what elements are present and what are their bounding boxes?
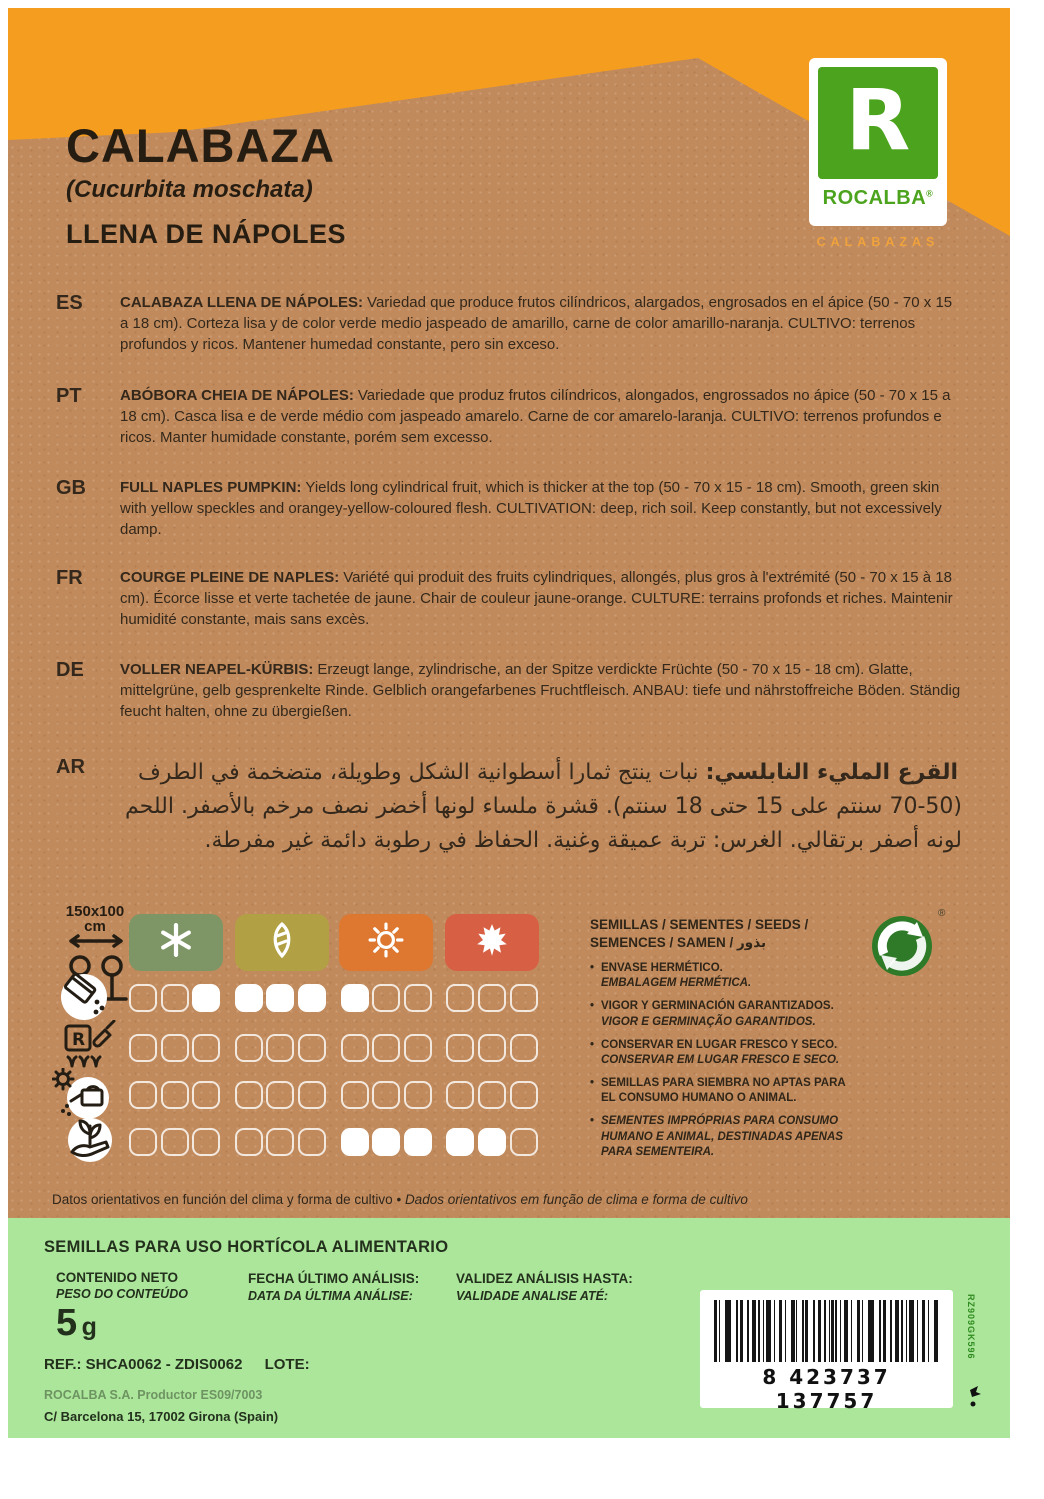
calendar-cell-harvest-10 bbox=[446, 1128, 474, 1156]
calendar-cell-harvest-6 bbox=[298, 1128, 326, 1156]
net-content-value: 5 g bbox=[56, 1302, 97, 1344]
seeds-info bbox=[590, 916, 858, 1168]
calendar-cell-sowing-7 bbox=[341, 984, 369, 1012]
description-fr bbox=[56, 567, 962, 630]
sun-icon bbox=[368, 922, 404, 963]
lang-label-ar: AR bbox=[56, 756, 85, 778]
description-text: COURGE PLEINE DE NAPLES: Variété qui produit des fruits cylindriques, allongés, plus gros à l'extrémité (50 - 70 x 15 à 18 cm). Écorce lisse et verte tachetée de jaune. Chair de couleur jaune-orange. CULTURE: terrains profonds et riches. Maintenir humidité constante, mais sans excès. bbox=[120, 569, 953, 628]
calendar-cell-harvest-11 bbox=[478, 1128, 506, 1156]
lang-label-de: DE bbox=[56, 659, 84, 681]
brand-category: CALABAZAS bbox=[816, 235, 940, 249]
description-de bbox=[56, 659, 962, 722]
variety-name: LLENA DE NÁPOLES bbox=[66, 219, 347, 249]
seed-packet-back bbox=[8, 8, 1010, 1438]
list-item: • VIGOR Y GERMINACIÓN GARANTIZADOS. VIGOR E GERMINAÇÃO GARANTIDOS. bbox=[590, 999, 858, 1029]
calendar-cell-transplant-6 bbox=[298, 1034, 326, 1062]
calendar-row-care bbox=[129, 1081, 541, 1109]
barcode bbox=[700, 1290, 953, 1413]
calendar-cell-harvest-5 bbox=[266, 1128, 294, 1156]
calendar-cell-care-6 bbox=[298, 1081, 326, 1109]
calendar-cell-sowing-3 bbox=[192, 984, 220, 1012]
barcode-bars bbox=[714, 1300, 939, 1362]
calendar-cell-harvest-7 bbox=[341, 1128, 369, 1156]
calendar-cell-care-2 bbox=[161, 1081, 189, 1109]
description-es bbox=[56, 292, 962, 355]
title-block bbox=[66, 119, 347, 250]
list-item: • SEMENTES IMPRÓPRIAS PARA CONSUMO HUMANO E ANIMAL, DESTINADAS APENAS PARA SEMENTEIRA. bbox=[590, 1114, 858, 1160]
description-text: CALABAZA LLENA DE NÁPOLES: Variedad que produce frutos cilíndricos, alargados, engrosados en el ápice (50 - 70 x 15 a 18 cm). Corteza lisa y de color verde medio jaspeado de amarillo, carne de color amarillo-naranja. CULTIVO: terrenos profundos y ricos. Mantener humedad constante, pero sin exceso. bbox=[120, 294, 953, 353]
maple-leaf-icon bbox=[474, 922, 510, 963]
calendar-cell-care-1 bbox=[129, 1081, 157, 1109]
seeds-info-list bbox=[590, 961, 858, 1160]
calendar-cell-sowing-8 bbox=[372, 984, 400, 1012]
calendar-cell-harvest-8 bbox=[372, 1128, 400, 1156]
season-summer-badge bbox=[339, 914, 433, 971]
list-item: • ENVASE HERMÉTICO. EMBALAGEM HERMÉTICA. bbox=[590, 961, 858, 991]
brand-initial: R bbox=[845, 71, 911, 169]
lang-label-es: ES bbox=[56, 292, 83, 314]
calendar-cell-care-5 bbox=[266, 1081, 294, 1109]
calendar-cell-sowing-1 bbox=[129, 984, 157, 1012]
seeds-info-header: SEMILLAS / SEMENTES / SEEDS / SEMENCES / SAMEN / بذور bbox=[590, 917, 809, 950]
calendar-cell-care-4 bbox=[235, 1081, 263, 1109]
calendar-cell-sowing-4 bbox=[235, 984, 263, 1012]
calendar-row-transplant bbox=[129, 1034, 541, 1062]
calendar-row-sowing bbox=[129, 984, 541, 1012]
description-gb bbox=[56, 477, 962, 540]
address-line: C/ Barcelona 15, 17002 Girona (Spain) bbox=[44, 1409, 279, 1424]
calendar-cell-transplant-1 bbox=[129, 1034, 157, 1062]
calendar-cell-care-12 bbox=[510, 1081, 538, 1109]
calendar-cell-transplant-4 bbox=[235, 1034, 263, 1062]
calendar-cell-harvest-9 bbox=[404, 1128, 432, 1156]
latin-name: (Cucurbita moschata) bbox=[66, 176, 313, 203]
calendar-cell-transplant-10 bbox=[446, 1034, 474, 1062]
calendar-cell-harvest-1 bbox=[129, 1128, 157, 1156]
print-mark-icon bbox=[968, 1384, 982, 1415]
brand-logo-mark bbox=[818, 67, 938, 179]
calendar-cell-sowing-11 bbox=[478, 984, 506, 1012]
calendar-cell-transplant-9 bbox=[404, 1034, 432, 1062]
analysis-date-labels: FECHA ÚLTIMO ANÁLISIS: DATA DA ÚLTIMA ANÁLISE: bbox=[248, 1271, 420, 1304]
list-item: • SEMILLAS PARA SIEMBRA NO APTAS PARA EL CONSUMO HUMANO O ANIMAL. bbox=[590, 1076, 858, 1106]
analysis-validity-labels: VALIDEZ ANÁLISIS HASTA: VALIDADE ANALISE ATÉ: bbox=[456, 1271, 633, 1304]
calendar-cell-sowing-5 bbox=[266, 984, 294, 1012]
reference-line: REF.: SHCA0062 - ZDIS0062 LOTE: bbox=[44, 1356, 310, 1373]
description-text: القرع المليء النابلسي: نبات ينتج ثمارا أسطوانية الشكل وطويلة، متضخمة في الطرف (50-70 سنتم على 15 حتى 18 سنتم). قشرة ملساء لونها أخضر نصف مرخم بالأصفر. اللحم لونه أصفر برتقالي. الغرس: تربة عميقة وغنية. الحفاظ في رطوبة دائمة غير مفرطة. bbox=[125, 760, 962, 854]
description-pt bbox=[56, 385, 962, 448]
list-item: • CONSERVAR EN LUGAR FRESCO Y SECO. CONSERVAR EM LUGAR FRESCO E SECO. bbox=[590, 1038, 858, 1068]
leaf-icon bbox=[264, 922, 300, 963]
lang-label-gb: GB bbox=[56, 477, 86, 499]
calendar-cell-care-9 bbox=[404, 1081, 432, 1109]
harvest-icon bbox=[62, 1116, 118, 1173]
calendar-cell-transplant-3 bbox=[192, 1034, 220, 1062]
registered-mark: ® bbox=[938, 908, 946, 919]
barcode-digits: 8 423737 137757 bbox=[762, 1365, 891, 1413]
brand-name: ROCALBA® bbox=[822, 187, 934, 209]
calendar-cell-care-10 bbox=[446, 1081, 474, 1109]
net-content-labels: CONTENIDO NETO PESO DO CONTEÚDO bbox=[56, 1270, 188, 1301]
calendar-cell-transplant-7 bbox=[341, 1034, 369, 1062]
calendar-cell-care-7 bbox=[341, 1081, 369, 1109]
description-ar bbox=[56, 756, 962, 858]
producer-line: ROCALBA S.A. Productor ES09/7003 bbox=[44, 1388, 263, 1402]
calendar-row-harvest bbox=[129, 1128, 541, 1156]
calendar-cell-transplant-2 bbox=[161, 1034, 189, 1062]
calendar-footnote: Datos orientativos en función del clima y forma de cultivo • Dados orientativos em função de clima e forma de cultivo bbox=[52, 1192, 748, 1207]
description-text: FULL NAPLES PUMPKIN: Yields long cylindrical fruit, which is thicker at the top (50 - 70 x 15 - 18 cm). Smooth, green skin with yellow speckles and orangey-yellow-coloured flesh. CULTIVATION: deep, rich soil. Keep constantly, but not excessively damp. bbox=[120, 479, 942, 538]
calendar-cell-harvest-4 bbox=[235, 1128, 263, 1156]
description-text: VOLLER NEAPEL-KÜRBIS: Erzeugt lange, zylindrische, an der Spitze verdickte Früchte (50 - 70 x 15 - 18 cm). Glatte, mittelgrüne, gelb gesprenkelte Rinde. Gelblich orangefarbenes Fruchtfleisch. ANBAU: tiefe und nährstoffreiche Böden. Ständig feucht halten, ohne zu übergießen. bbox=[120, 661, 961, 720]
calendar-cell-care-3 bbox=[192, 1081, 220, 1109]
calendar-cell-transplant-5 bbox=[266, 1034, 294, 1062]
calendar-cell-sowing-10 bbox=[446, 984, 474, 1012]
calendar-cell-sowing-9 bbox=[404, 984, 432, 1012]
footer-panel bbox=[8, 1218, 1010, 1438]
calendar-cell-harvest-3 bbox=[192, 1128, 220, 1156]
calendar-cell-transplant-11 bbox=[478, 1034, 506, 1062]
lang-label-pt: PT bbox=[56, 385, 82, 407]
season-winter-badge bbox=[129, 914, 223, 971]
calendar-cell-harvest-12 bbox=[510, 1128, 538, 1156]
lang-label-fr: FR bbox=[56, 567, 83, 589]
calendar-cell-sowing-6 bbox=[298, 984, 326, 1012]
calendar-cell-harvest-2 bbox=[161, 1128, 189, 1156]
svg-text:R: R bbox=[72, 1030, 86, 1050]
plant-spacing-label: 150x100 cm bbox=[65, 903, 125, 935]
sowing-icon bbox=[60, 972, 114, 1027]
green-dot-recycling-icon bbox=[870, 914, 934, 983]
calendar-cell-care-8 bbox=[372, 1081, 400, 1109]
season-spring-badge bbox=[235, 914, 329, 971]
brand-logo bbox=[809, 58, 947, 226]
calendar-cell-transplant-8 bbox=[372, 1034, 400, 1062]
calendar-cell-transplant-12 bbox=[510, 1034, 538, 1062]
description-text: ABÓBORA CHEIA DE NÁPOLES: Variedade que produz frutos cilíndricos, alongados, engrossados no ápice (50 - 70 x 15 a 18 cm). Casca lisa e de verde médio com jaspeado amarelo. Carne de cor amarelo-laranja. CULTIVO: terrenos profundos e ricos. Manter humidade constante, porém sem excesso. bbox=[120, 387, 951, 446]
usage-statement: SEMILLAS PARA USO HORTÍCOLA ALIMENTARIO bbox=[44, 1238, 449, 1256]
calendar-cell-sowing-12 bbox=[510, 984, 538, 1012]
calendar-cell-care-11 bbox=[478, 1081, 506, 1109]
snowflake-icon bbox=[158, 922, 194, 963]
product-title: CALABAZA bbox=[66, 119, 336, 172]
print-side-code: RZ909GK596 bbox=[966, 1294, 976, 1360]
transplant-icon bbox=[62, 1020, 120, 1075]
season-autumn-badge bbox=[445, 914, 539, 971]
calendar-cell-sowing-2 bbox=[161, 984, 189, 1012]
